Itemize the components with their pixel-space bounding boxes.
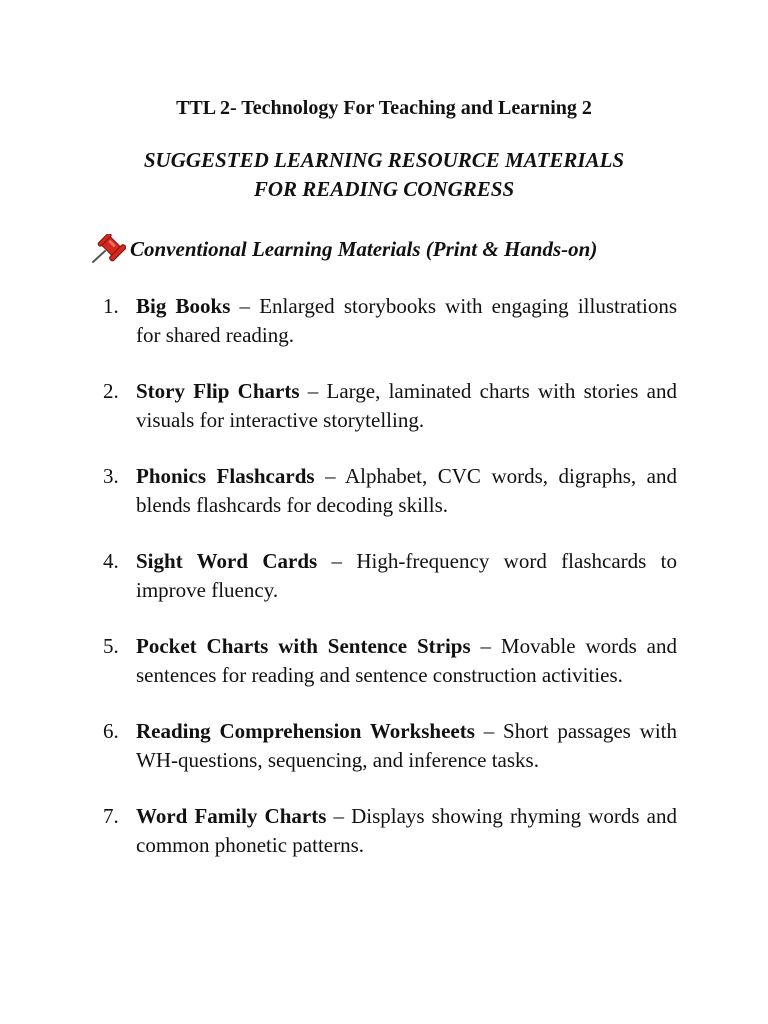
item-description: – Large, laminated charts with stories and visuals for interactive storytelling.: [136, 379, 677, 432]
list-item: [103, 802, 677, 860]
item-description: – Displays showing rhyming words and common phonetic patterns.: [136, 804, 677, 857]
main-heading-line-1: SUGGESTED LEARNING RESOURCE MATERIALS: [143, 148, 625, 172]
item-description: – Enlarged storybooks with engaging illustrations for shared reading.: [136, 294, 677, 347]
list-item: [103, 717, 677, 775]
section-heading: [90, 234, 710, 264]
list-item: [103, 632, 677, 690]
list-item: [103, 462, 677, 520]
item-number: 2.: [103, 379, 119, 403]
section-title: Conventional Learning Materials (Print & Hands-on): [130, 237, 598, 261]
list-item: [103, 377, 677, 435]
item-number: 4.: [103, 549, 119, 573]
item-description: – High-frequency word flashcards to improve fluency.: [136, 549, 677, 602]
item-term: Big Books: [136, 294, 231, 318]
pushpin-icon: [90, 234, 126, 264]
materials-list: [103, 292, 677, 887]
item-number: 3.: [103, 464, 119, 488]
main-heading: [0, 146, 768, 204]
item-number: 6.: [103, 719, 119, 743]
item-term: Story Flip Charts: [136, 379, 300, 403]
item-number: 5.: [103, 634, 119, 658]
item-term: Word Family Charts: [136, 804, 327, 828]
item-term: Phonics Flashcards: [136, 464, 315, 488]
item-term: Reading Comprehension Worksheets: [136, 719, 475, 743]
item-description: – Short passages with WH-questions, sequencing, and inference tasks.: [136, 719, 677, 772]
main-heading-line-2: FOR READING CONGRESS: [253, 177, 515, 201]
item-description: – Movable words and sentences for reading and sentence construction activities.: [136, 634, 677, 687]
document-title: TTL 2- Technology For Teaching and Learning 2: [176, 97, 592, 119]
item-number: 7.: [103, 804, 119, 828]
item-number: 1.: [103, 294, 119, 318]
list-item: [103, 547, 677, 605]
item-term: Pocket Charts with Sentence Strips: [136, 634, 471, 658]
item-description: – Alphabet, CVC words, digraphs, and blends flashcards for decoding skills.: [136, 464, 677, 517]
item-term: Sight Word Cards: [136, 549, 318, 573]
list-item: [103, 292, 677, 350]
